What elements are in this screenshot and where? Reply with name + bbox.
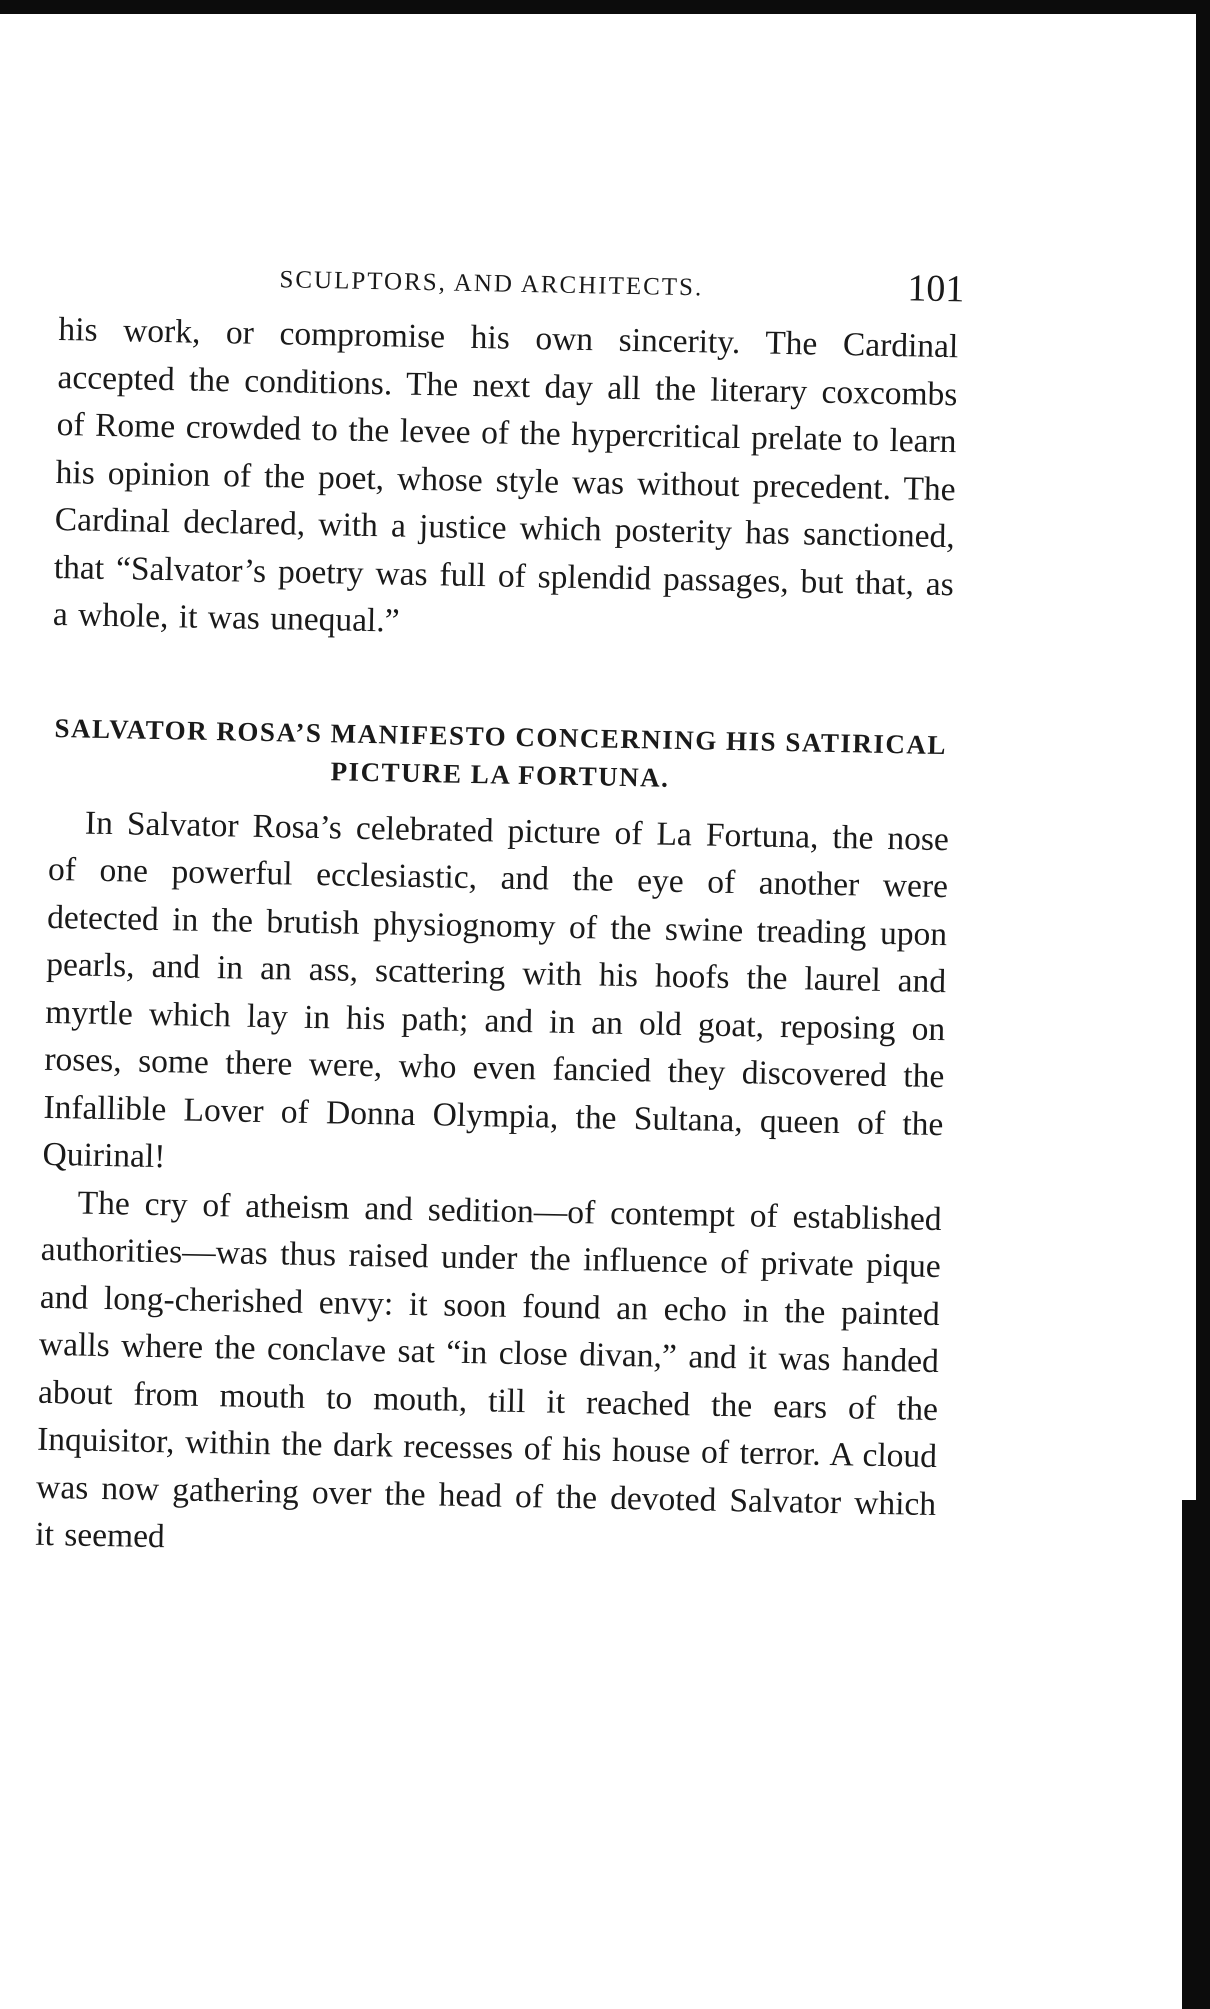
running-title: SCULPTORS, AND ARCHITECTS. xyxy=(279,266,704,302)
page-number: 101 xyxy=(907,267,965,311)
continuation-paragraph: his work, or compromise his own sincerity. The Cardinal accepted the conditions. The next day all the literary coxcombs of Rome crowded to the levee of the hypercritical prelate to learn his opinion of the poet, whose style was without precedent. The Cardinal declared, with a justice which posterity has sanctioned, that “Salvator’s poetry was full of splendid passages, but that, as a whole, it was unequal.” xyxy=(52,310,959,640)
scan-right-edge-lower xyxy=(1182,1500,1210,2009)
book-page xyxy=(34,250,965,1576)
section-heading: SALVATOR ROSA’S MANIFESTO CONCERNING HIS SATIRICAL PICTURE LA FORTUNA. xyxy=(54,712,948,793)
body-paragraph-2: The cry of atheism and sedition—of contempt of established authorities—was thus raised under the influence of private pique and long-cherished envy: it soon found an echo in the painted walls where the conclave sat “in close divan,” and it was handed about from mouth to mouth, till it reached the ears of the Inquisitor, within the dark recesses of his house of terror. A cloud was now gathering over the head of the devoted Salvator which it seemed xyxy=(34,1184,942,1556)
body-paragraph-1: In Salvator Rosa’s celebrated picture of La Fortuna, the nose of one powerful ecclesiastic, and the eye of another were detected in the brutish physiognomy of the swine treading upon pearls, and in an ass, scattering with his hoofs the laurel and myrtle which lay in his path; and in an old goat, reposing on roses, some there were, who even fancied they discovered the Infallible Lover of Donna Olympia, the Sultana, queen of the Quirinal! xyxy=(42,804,950,1176)
scan-top-edge xyxy=(0,0,1210,14)
